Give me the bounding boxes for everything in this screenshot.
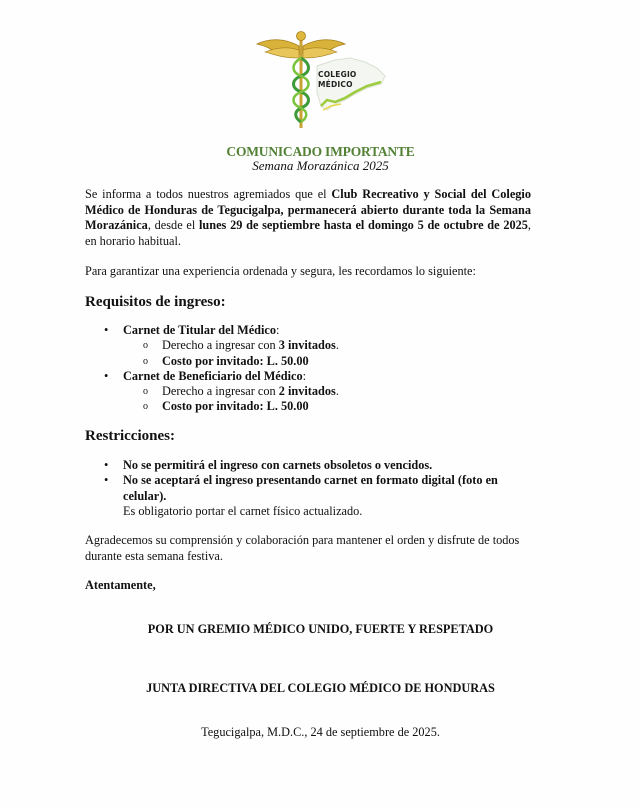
subitem-text: Derecho a ingresar con <box>162 384 279 399</box>
sub-bullet-icon: o <box>143 401 148 413</box>
bullet-icon: • <box>104 458 109 472</box>
restriction-item <box>85 473 525 519</box>
requirement-item <box>85 369 545 384</box>
logo-text-line2: MÉDICO <box>318 80 353 89</box>
signoff: Atentamente, <box>85 578 156 592</box>
motto: POR UN GREMIO MÉDICO UNIDO, FUERTE Y RESPETADO <box>147 622 494 636</box>
intro-text-3: , en horario habitual. <box>85 218 531 248</box>
requirements-heading: Requisitos de ingreso: <box>85 294 226 310</box>
bullet-icon: • <box>104 323 109 337</box>
subitem-bold: Costo por invitado: L. 50.00 <box>162 399 309 414</box>
subitem-bold: Costo por invitado: L. 50.00 <box>162 353 309 368</box>
restrictions-list <box>85 458 525 519</box>
intro-text-2: , desde el <box>147 218 199 232</box>
logo-text <box>318 70 357 90</box>
sub-bullet-icon: o <box>143 386 148 398</box>
intro-text-1: Se informa a todos nuestros agremiados que el <box>85 187 332 201</box>
intro-bold-1: Club Recreativo y Social del Colegio Médico de Honduras de Tegucigalpa, permanecerá abierto durante toda la Semana Morazánica <box>85 187 531 232</box>
bullet-icon: • <box>104 473 109 488</box>
bullet-icon: • <box>104 368 109 383</box>
requirements-list <box>85 323 545 415</box>
restriction-note: Es obligatorio portar el carnet físico actualizado. <box>123 503 363 518</box>
logo-text-line1: COLEGIO <box>318 70 357 79</box>
requirement-suffix: : <box>302 368 307 383</box>
restrictions-heading: Restricciones: <box>85 428 175 444</box>
place-date: Tegucigalpa, M.D.C., 24 de septiembre de 2025. <box>201 725 440 739</box>
reminder-paragraph: Para garantizar una experiencia ordenada y segura, les recordamos lo siguiente: <box>85 264 476 278</box>
restriction-text: No se permitirá el ingreso con carnets obsoletos o vencidos. <box>123 458 433 472</box>
requirement-subitem <box>85 354 545 369</box>
restriction-text: No se aceptará el ingreso presentando carnet en formato digital (foto en celular). <box>123 473 498 503</box>
requirement-label: Carnet de Titular del Médico <box>123 323 277 337</box>
subitem-end: . <box>335 384 339 399</box>
subitem-end: . <box>335 338 339 353</box>
subitem-bold: 2 invitados <box>278 384 336 399</box>
requirement-subitem <box>85 338 545 353</box>
requirement-label: Carnet de Beneficiario del Médico <box>123 368 303 383</box>
restriction-item <box>85 458 525 473</box>
requirement-subitem <box>85 384 545 399</box>
subitem-text: Derecho a ingresar con <box>162 338 279 353</box>
document-subtitle: Semana Morazánica 2025 <box>252 158 389 173</box>
closing-paragraph: Agradecemos su comprensión y colaboración para mantener el orden y disfrute de todos durante esta semana festiva. <box>85 533 520 563</box>
subitem-bold: 3 invitados <box>278 338 336 353</box>
intro-bold-2: lunes 29 de septiembre hasta el domingo 5 de octubre de 2025 <box>199 218 528 232</box>
requirement-item <box>85 323 545 338</box>
intro-paragraph <box>85 187 531 249</box>
requirement-suffix: : <box>276 323 280 337</box>
requirement-subitem <box>85 399 545 414</box>
staff-icon <box>300 38 303 128</box>
sub-bullet-icon: o <box>143 355 148 367</box>
sub-bullet-icon: o <box>143 340 148 352</box>
signature: JUNTA DIRECTIVA DEL COLEGIO MÉDICO DE HONDURAS <box>146 681 495 695</box>
document-title: COMUNICADO IMPORTANTE <box>226 144 415 159</box>
